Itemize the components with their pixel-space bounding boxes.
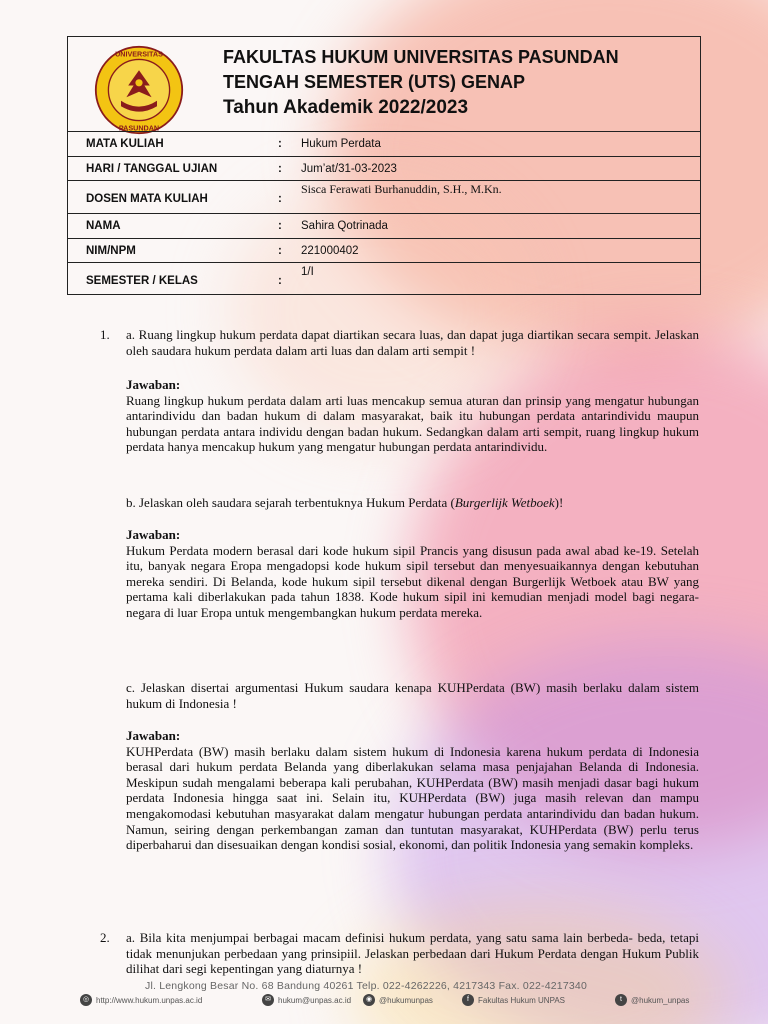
info-colon: : (278, 163, 282, 175)
answer-1a-block (126, 377, 699, 455)
footer-link-instagram (363, 994, 433, 1006)
answer-1b: Hukum Perdata modern berasal dari kode hukum sipil Prancis yang disusun pada awal abad ke-19. Setelah itu, banyak negara Eropa mengadopsi kode hukum sipil tersebut dan menyesuaikannya dengan kebutuhan mereka sendiri. Di Belanda, kode hukum sipil tersebut dikenal dengan Burgerlijk Wetboek atau BW yang pertama kali diberlakukan pada tahun 1838. Kode hukum sipil ini kemudian menjadi model bagi negara-negara di luar Eropa untuk mengembangkan hukum perdata mereka. (126, 542, 699, 620)
title-line-1: FAKULTAS HUKUM UNIVERSITAS PASUNDAN (223, 47, 619, 67)
question-number: 2. (100, 930, 110, 945)
info-value: Hukum Perdata (301, 138, 381, 150)
info-row-semester (68, 262, 700, 294)
footer-address: Jl. Lengkong Besar No. 68 Bandung 40261 Telp. 022-4262226, 4217343 Fax. 022-4217340 (145, 980, 587, 992)
question-1b-italic: Burgerlijk Wetboek (454, 495, 555, 510)
question-1b (126, 495, 699, 511)
svg-text:UNIVERSITAS: UNIVERSITAS (115, 49, 163, 59)
instagram-icon: ◉ (363, 994, 375, 1006)
info-label: DOSEN MATA KULIAH (86, 193, 208, 205)
footer-link-text: hukum@unpas.ac.id (278, 995, 352, 1005)
info-row-date (68, 156, 700, 180)
answer-label: Jawaban: (126, 527, 181, 542)
info-label: SEMESTER / KELAS (86, 275, 198, 287)
footer-link-text: @hukum_unpas (631, 995, 690, 1005)
svg-text:PASUNDAN: PASUNDAN (118, 123, 160, 133)
question-1b-end: )! (554, 495, 564, 510)
question-2a: a. Bila kita menjumpai berbagai macam definisi hukum perdata, yang satu sama lain berbeda- beda, tetapi tidak menunjukan perbedaan yang prinsipiil. Jelaskan perbedaan dari Hukum Perdata dengan Hukum Publik dilihat dari segi kepentingan yang diaturnya ! (126, 930, 699, 977)
info-row-course (68, 131, 700, 156)
title-line-2: TENGAH SEMESTER (UTS) GENAP (223, 72, 526, 92)
info-colon: : (278, 138, 282, 150)
info-value: 221000402 (301, 245, 359, 257)
info-value: Jum’at/31-03-2023 (301, 163, 397, 175)
footer-link-text: http://www.hukum.unpas.ac.id (96, 995, 203, 1005)
header-table (67, 36, 701, 295)
footer-link-text: Fakultas Hukum UNPAS (478, 995, 565, 1005)
info-colon: : (278, 193, 282, 205)
info-label: NAMA (86, 220, 121, 232)
info-label: MATA KULIAH (86, 138, 164, 150)
footer-link-twitter (615, 994, 689, 1006)
answer-label: Jawaban: (126, 728, 181, 743)
answer-1c: KUHPerdata (BW) masih berlaku dalam sistem hukum di Indonesia karena hukum perdata di Indonesia berasal dari hukum perdata Belanda yang diberlakukan selama masa penjajahan Belanda di Indonesia. Meskipun sudah mengalami beberapa kali perubahan, KUHPerdata (BW) masih menjadi dasar bagi hukum perdata Indonesia hingga saat ini. Selain itu, KUHPerdata (BW) juga masih relevan dan mampu mengakomodasi kebutuhan masyarakat dalam mengatur hubungan perdata antarindividu dan badan hukum. Namun, seiring dengan perkembangan zaman dan tuntutan masyarakat, KUHPerdata (BW) perlu terus diperbaharui dan disesuaikan dengan kondisi sosial, ekonomi, dan politik Indonesia yang semakin kompleks. (126, 743, 699, 853)
globe-icon: ◎ (80, 994, 92, 1006)
answer-1b-block (126, 527, 699, 621)
page-footer (0, 980, 768, 1024)
facebook-icon: f (462, 994, 474, 1006)
footer-link-website (80, 994, 202, 1006)
footer-link-email (262, 994, 351, 1006)
info-value: 1/I (301, 266, 314, 278)
info-colon: : (278, 245, 282, 257)
question-1a: a. Ruang lingkup hukum perdata dapat diartikan secara luas, dan dapat juga diartikan secara sempit. Jelaskan oleh saudara hukum perdata dalam arti luas dan dalam arti sempit ! (126, 327, 699, 358)
title-line-3: Tahun Akademik 2022/2023 (223, 97, 469, 118)
header-title (223, 45, 619, 120)
question-1b-text: b. Jelaskan oleh saudara sejarah terbentuknya Hukum Perdata ( (126, 495, 455, 510)
question-1c: c. Jelaskan disertai argumentasi Hukum saudara kenapa KUHPerdata (BW) masih berlaku dalam sistem hukum di Indonesia ! (126, 680, 699, 711)
info-colon: : (278, 220, 282, 232)
info-row-npm (68, 238, 700, 262)
answer-label: Jawaban: (126, 377, 181, 392)
question-number: 1. (100, 327, 110, 342)
answer-1c-block (126, 728, 699, 853)
email-icon: ✉ (262, 994, 274, 1006)
info-colon: : (278, 275, 282, 287)
footer-link-facebook (462, 994, 565, 1006)
info-row-lecturer (68, 180, 700, 213)
footer-link-text: @hukumunpas (379, 995, 433, 1005)
info-row-name (68, 213, 700, 238)
info-value: Sisca Ferawati Burhanuddin, S.H., M.Kn. (301, 182, 502, 196)
info-label: HARI / TANGGAL UJIAN (86, 163, 218, 175)
twitter-icon: t (615, 994, 627, 1006)
info-value: Sahira Qotrinada (301, 220, 388, 232)
university-pasundan-logo-icon (94, 45, 184, 135)
answer-1a: Ruang lingkup hukum perdata dalam arti luas mencakup semua aturan dan prinsip yang mengatur hubungan antarindividu dan badan hukum di dalam masyarakat, baik itu hubungan perdata antarindividu maupun hubungan perdata antara individu dengan badan hukum. Sedangkan dalam arti sempit, ruang lingkup hukum perdata hanya mencakup hukum yang mengatur hubungan perdata antarindividu. (126, 392, 699, 455)
info-label: NIM/NPM (86, 245, 136, 257)
